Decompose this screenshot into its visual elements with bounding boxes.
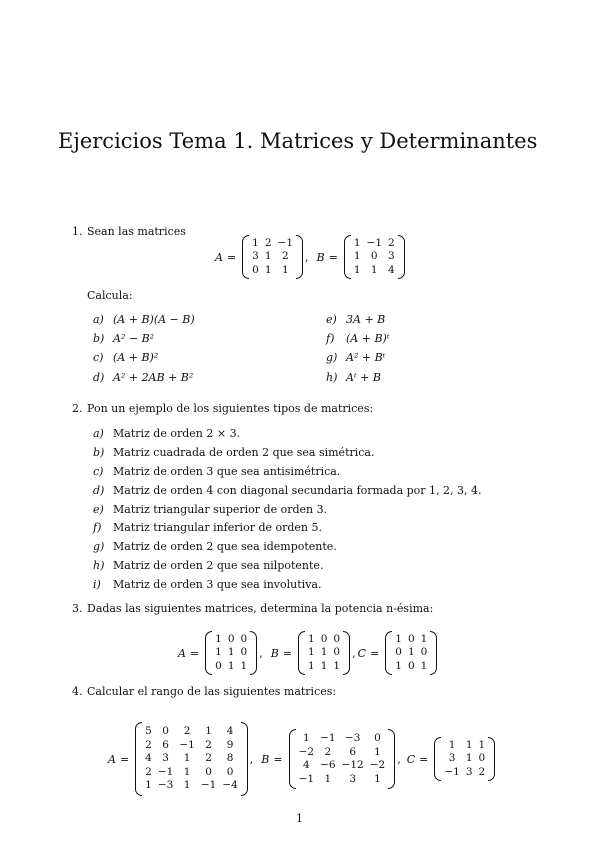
matrix-entry: 1 [420, 632, 428, 645]
matrix-entry: 0 [407, 632, 415, 645]
matrix-entry: 1 [215, 632, 222, 645]
matrix-entry: 1 [324, 772, 332, 785]
matrix-entry: −2 [369, 759, 386, 771]
matrix-label-c: C [406, 752, 416, 766]
matrix-entry: 4 [145, 752, 152, 765]
matrix-entries [212, 633, 250, 674]
matrix-entry: 9 [226, 738, 234, 751]
equals-sign: = [226, 250, 237, 264]
matrix-entry: 1 [264, 263, 272, 276]
matrix-label-a: A [215, 250, 223, 264]
equals-sign: = [189, 646, 200, 660]
matrix-entry: 0 [395, 646, 402, 659]
matrix-entry: 0 [240, 632, 248, 645]
matrix-label-b: B [270, 646, 279, 660]
matrix-entry: 1 [227, 659, 235, 672]
matrix-entry: 1 [478, 738, 486, 751]
matrix-entry: 1 [183, 752, 191, 765]
list-item: i) Matriz de orden 3 que sea involutiva. [93, 578, 322, 591]
matrix-entry: 2 [145, 738, 152, 751]
list-item: g) Matriz de orden 2 que sea idempotente. [93, 540, 337, 553]
exercise-2-intro: Pon un ejemplo de los siguientes tipos de matrices: [87, 402, 374, 415]
list-item: c) Matriz de orden 3 que sea antisimétrica. [93, 465, 341, 478]
matrix-entry: −12 [341, 759, 364, 771]
equals-sign: = [328, 250, 338, 264]
list-item: c) (A + B)² [93, 351, 159, 364]
matrix-entry: 1 [145, 779, 152, 792]
matrix-entry: 0 [333, 646, 341, 659]
exercise-2-number: 2. [72, 402, 83, 415]
matrix-entries [351, 237, 398, 278]
list-item: a) (A + B)(A − B) [93, 313, 195, 326]
matrix-entry: 1 [215, 646, 222, 659]
matrix-a [242, 235, 303, 279]
equals-sign: = [419, 752, 429, 766]
matrix-entries [392, 633, 430, 674]
matrix-entry: 4 [303, 759, 310, 771]
comma: , [305, 250, 309, 264]
matrix-entry: 3 [465, 765, 473, 778]
matrix-entry: 1 [320, 659, 328, 672]
matrix-entries [305, 633, 343, 674]
matrix-entry: −1 [200, 779, 217, 792]
equals-sign: = [370, 646, 380, 660]
list-item: h) Matriz de orden 2 que sea nilpotente. [93, 559, 324, 572]
matrix-b [298, 631, 350, 675]
exercise-4-intro: Calcular el rango de las siguientes matrices: [87, 685, 337, 698]
matrix-label-a: A [108, 752, 116, 766]
matrix-entry: 0 [478, 752, 486, 765]
comma: , [249, 752, 254, 766]
matrix-entry: −1 [320, 732, 336, 744]
matrix-entry: −4 [222, 779, 238, 792]
matrix-entry: −3 [344, 732, 361, 744]
matrix-entry: 0 [370, 250, 378, 263]
matrix-c [434, 737, 495, 781]
matrix-entry: 4 [388, 263, 395, 276]
matrix-entry: 1 [374, 772, 381, 785]
equals-sign: = [273, 752, 283, 766]
matrix-entry: 6 [349, 745, 356, 758]
matrix-entry: 1 [227, 646, 235, 659]
matrix-a [205, 631, 257, 675]
comma: , [397, 752, 401, 766]
list-item: f) (A + B)ᵗ [326, 332, 390, 345]
matrix-entry: 4 [226, 725, 234, 738]
matrix-entry: 1 [308, 646, 315, 659]
matrix-entry: 3 [448, 752, 456, 765]
matrix-entry: 1 [252, 236, 259, 249]
matrix-entry: 1 [420, 659, 428, 672]
list-item: a) Matriz de orden 2 × 3. [93, 427, 241, 440]
matrix-entry: 1 [448, 738, 456, 751]
matrix-entry: −3 [157, 779, 174, 792]
calcula-label: Calcula: [87, 289, 133, 302]
matrix-entry: 0 [215, 659, 222, 672]
matrix-entry: 0 [162, 725, 169, 738]
matrix-label-c: C [357, 646, 367, 660]
equals-sign: = [282, 646, 293, 660]
list-item: e) 3A + B [326, 313, 386, 326]
matrix-entry: −6 [320, 759, 336, 771]
matrix-label-a: A [178, 646, 186, 660]
matrix-entry: 1 [395, 659, 402, 672]
matrix-entry: 5 [145, 725, 152, 738]
matrix-entry: 0 [252, 263, 259, 276]
matrix-entry: −1 [157, 765, 174, 778]
matrix-entry: 1 [395, 632, 402, 645]
matrix-a [135, 722, 248, 796]
matrix-entry: 0 [407, 659, 415, 672]
matrix-entry: 1 [281, 263, 289, 276]
matrix-entry: 2 [145, 765, 152, 778]
matrix-entry: 2 [478, 765, 486, 778]
exercise-1-intro: Sean las matrices [87, 225, 186, 238]
matrix-entry: 0 [240, 646, 248, 659]
matrix-entry: 1 [465, 752, 473, 765]
matrix-entry: 1 [374, 745, 381, 758]
list-item: b) A² − B² [93, 332, 155, 345]
matrix-entry: −1 [179, 738, 195, 751]
matrix-entry: 2 [388, 236, 395, 249]
matrix-entry: 0 [420, 646, 428, 659]
matrix-entry: 2 [205, 752, 212, 765]
list-item: d) Matriz de orden 4 con diagonal secundaria formada por 1, 2, 3, 4. [93, 484, 482, 497]
matrix-entry: 1 [333, 659, 341, 672]
matrix-entry: 2 [281, 250, 289, 263]
comma: , [352, 646, 356, 660]
matrix-entry: −2 [298, 745, 315, 758]
matrix-label-b: B [316, 250, 325, 264]
list-item: b) Matriz cuadrada de orden 2 que sea simétrica. [93, 446, 375, 459]
matrix-entry: 1 [407, 646, 415, 659]
matrix-entry: 1 [183, 779, 191, 792]
matrix-entry: 3 [388, 250, 395, 263]
equals-sign: = [119, 752, 130, 766]
matrix-entry: 8 [226, 752, 234, 765]
matrix-entry: 1 [353, 263, 361, 276]
matrix-entry: −1 [366, 236, 383, 249]
matrix-entries [296, 732, 389, 786]
matrix-entries [142, 725, 241, 793]
matrix-b [344, 235, 405, 279]
matrix-entry: 0 [374, 732, 381, 744]
matrix-entry: 1 [240, 659, 248, 672]
matrix-entry: 1 [308, 659, 315, 672]
matrix-entry: 3 [162, 752, 169, 765]
matrix-entry: −1 [444, 765, 460, 778]
matrix-b [289, 729, 396, 789]
exercise-4-number: 4. [72, 685, 83, 698]
matrix-entry: −1 [298, 772, 315, 785]
matrix-entry: 0 [320, 632, 328, 645]
exercise-3-equation [178, 630, 439, 676]
matrix-entry: 1 [303, 732, 310, 744]
exercise-3-intro: Dadas las siguientes matrices, determina la potencia n-ésima: [87, 602, 434, 615]
exercise-3-number: 3. [72, 602, 83, 615]
page-title: Ejercicios Tema 1. Matrices y Determinantes [58, 129, 538, 153]
exercise-4-equation [108, 720, 497, 798]
matrix-entry: 2 [324, 745, 332, 758]
matrix-entry: 2 [183, 725, 191, 738]
list-item: e) Matriz triangular superior de orden 3. [93, 503, 328, 516]
page-number: 1 [296, 812, 303, 825]
list-item: h) Aᵗ + B [326, 371, 381, 384]
list-item: f) Matriz triangular inferior de orden 5. [93, 521, 322, 534]
matrix-entry: 1 [183, 765, 191, 778]
matrix-entry: 0 [227, 632, 235, 645]
list-item: d) A² + 2AB + B² [93, 371, 194, 384]
list-item: g) A² + Bᵗ [326, 351, 386, 364]
matrix-entry: 1 [353, 236, 361, 249]
matrix-entry: 0 [333, 632, 341, 645]
matrix-entry: −1 [277, 236, 294, 249]
matrix-entry: 1 [308, 632, 315, 645]
matrix-entry: 0 [226, 765, 234, 778]
matrix-entries [249, 237, 296, 278]
matrix-entry: 3 [252, 250, 259, 263]
matrix-entries [441, 739, 488, 780]
matrix-entry: 3 [349, 772, 356, 785]
exercise-1-equation [215, 234, 407, 280]
matrix-entry: 1 [205, 725, 212, 738]
matrix-entry: 0 [205, 765, 212, 778]
matrix-entry: 2 [205, 738, 212, 751]
matrix-entry: 1 [264, 250, 272, 263]
exercise-1-number: 1. [72, 225, 83, 238]
matrix-entry: 1 [370, 263, 378, 276]
matrix-entry: 1 [320, 646, 328, 659]
matrix-label-b: B [261, 752, 270, 766]
comma: , [259, 646, 263, 660]
matrix-entry: 6 [162, 738, 169, 751]
matrix-entry: 1 [465, 738, 473, 751]
matrix-c [385, 631, 437, 675]
matrix-entry: 2 [264, 236, 272, 249]
matrix-entry: 1 [353, 250, 361, 263]
